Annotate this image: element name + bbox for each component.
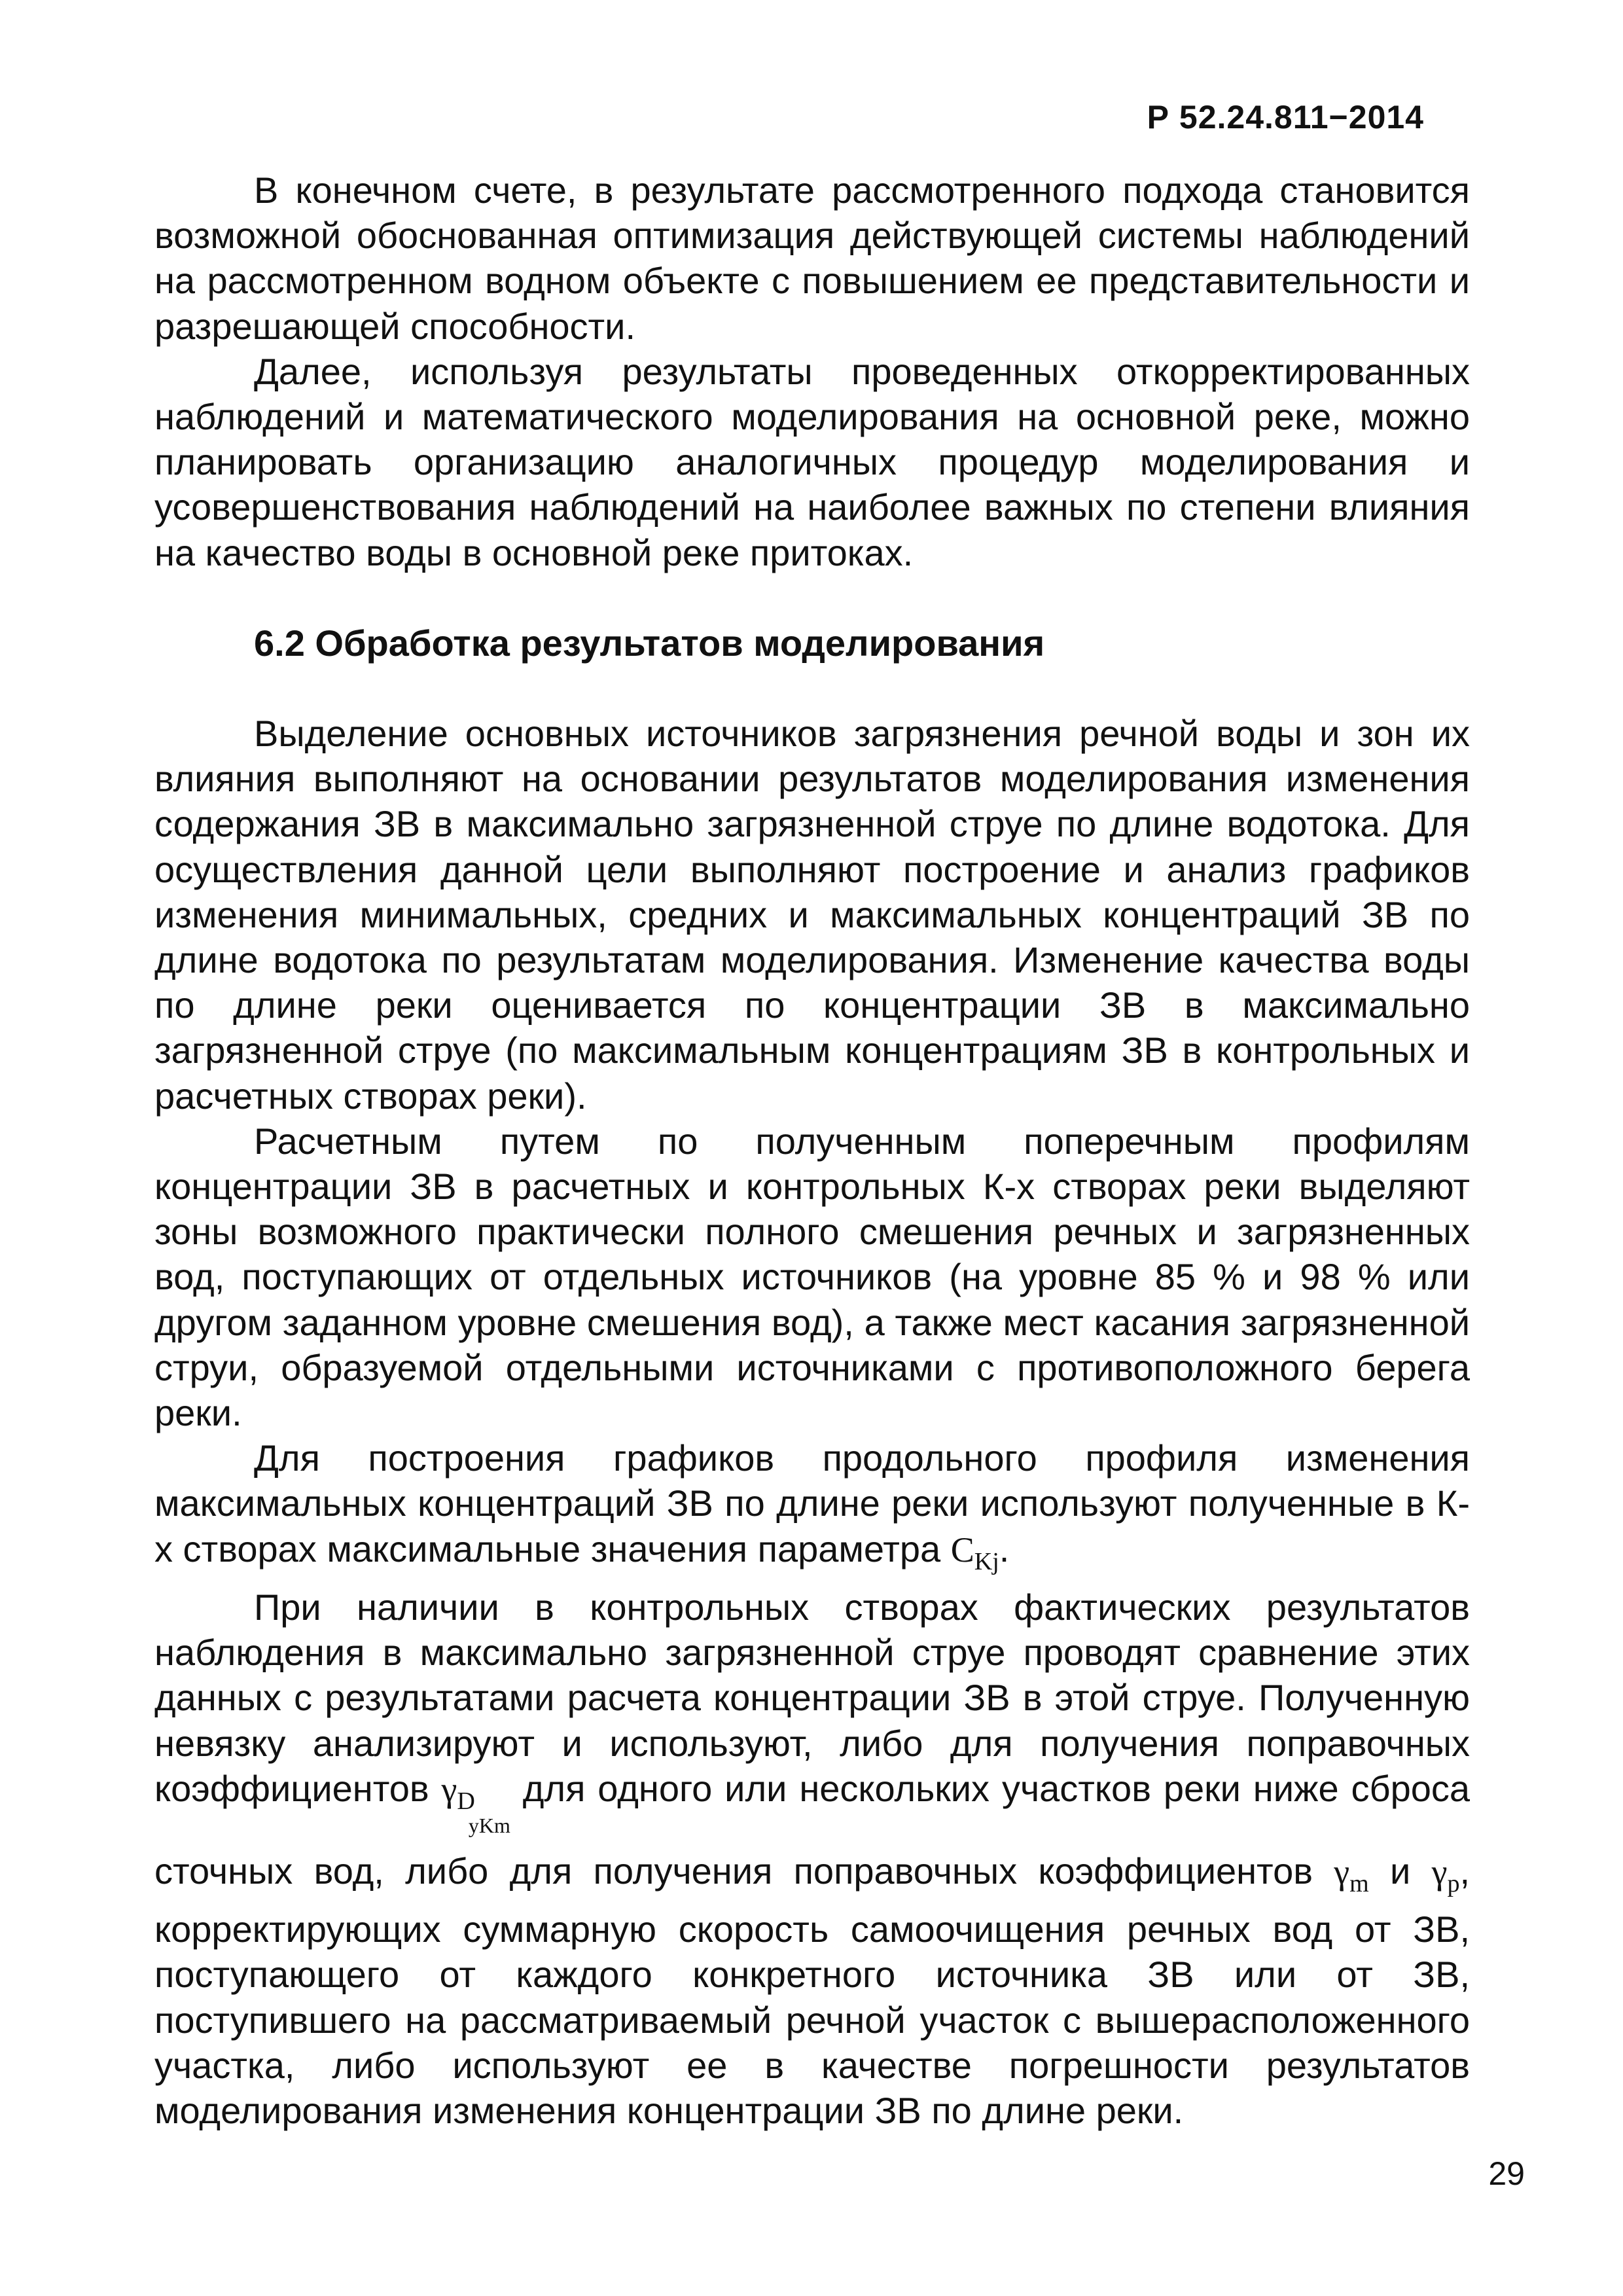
paragraph-6-text-b: для одного или нескольких участков реки ниже сброса сточных вод, либо для получения поправочных коэффициентов <box>154 1767 1470 1892</box>
symbol-gamma-m-subscript: m <box>1349 1869 1369 1897</box>
symbol-gamma-d-subscript-2: yKm <box>468 1813 510 1837</box>
symbol-gamma-p-subscript: p <box>1447 1869 1460 1897</box>
page-number: 29 <box>1488 2155 1525 2192</box>
symbol-gamma-d-subscript: D <box>457 1787 475 1815</box>
paragraph-6-and: и <box>1390 1850 1411 1892</box>
paragraph-6-text-a: При наличии в контрольных створах фактических результатов наблюдения в максимально загрязненной струе проводят сравнение этих данных с результатами расчета концентрации ЗВ в этой струе. Полученную невязку анализируют и используют, либо для получения поправочных коэффициентов <box>154 1586 1470 1809</box>
symbol-gamma-p <box>1431 1852 1460 1897</box>
section-title: 6.2 Обработка результатов моделирования <box>254 622 1045 664</box>
paragraph-2: Далее, используя результаты проведенных откорректированных наблюдений и математического моделирования на основной реке, можно планировать организацию аналогичных процедур моделирования и усовершенствования наблюдений на наиболее важных по степени влияния на качество воды в основной реке притоках. <box>154 350 1470 573</box>
paragraph-6-text-c: , корректирующих суммарную скорость самоочищения речных вод от ЗВ, поступающего от каждого конкретного источника ЗВ или от ЗВ, поступившего на рассматриваемый речной участок с вышерасположенного участка, либо используют ее в качестве погрешности результатов моделирования изменения концентрации ЗВ по длине реки. <box>154 1850 1471 2131</box>
paragraph-4: Расчетным путем по полученным поперечным профилям концентрации ЗВ в расчетных и контрольных К-х створах реки выделяют зоны возможного практически полного смешения речных и загрязненных вод, поступающих от отдельных источников (на уровне 85 % и 98 % или другом заданном уровне смешения вод), а также мест касания загрязненной струи, образуемой отдельными источниками с противоположного берега реки. <box>154 1120 1470 1434</box>
paragraph-1: В конечном счете, в результате рассмотренного подхода становится возможной обоснованная оптимизация действующей системы наблюдений на рассмотренном водном объекте с повышением ее представительности и разрешающей способности. <box>154 170 1470 347</box>
symbol-c: C <box>950 1530 974 1570</box>
symbol-c-kj <box>950 1530 999 1575</box>
body-text <box>154 168 1470 2133</box>
paragraph-5-text: Для построения графиков продольного профиля изменения максимальных концентраций ЗВ по длине реки используют полученные в К-х створах максимальные значения параметра <box>154 1437 1470 1570</box>
symbol-gamma-d-base: γ <box>441 1769 457 1809</box>
symbol-gamma-m <box>1334 1852 1369 1897</box>
symbol-gamma-p-base: γ <box>1431 1852 1448 1892</box>
paragraph-5 <box>154 1435 1470 1585</box>
symbol-gamma-m-base: γ <box>1334 1852 1350 1892</box>
symbol-c-subscript: Kj <box>974 1547 999 1575</box>
paragraph-5-end: . <box>999 1528 1010 1570</box>
paragraph-6 <box>154 1585 1470 2133</box>
paragraph-3: Выделение основных источников загрязнения речной воды и зон их влияния выполняют на основании результатов моделирования изменения содержания ЗВ в максимально загрязненной струе по длине водотока. Для осуществления данной цели выполняют построение и анализ графиков изменения минимальных, средних и максимальных концентраций ЗВ по длине водотока по результатам моделирования. Изменение качества воды по длине реки оценивается по концентрации ЗВ в максимально загрязненной струе (по максимальным концентрациям ЗВ в контрольных и расчетных створах реки). <box>154 713 1470 1117</box>
symbol-gamma-d <box>441 1769 510 1837</box>
document-code: Р 52.24.811−2014 <box>1147 99 1424 135</box>
